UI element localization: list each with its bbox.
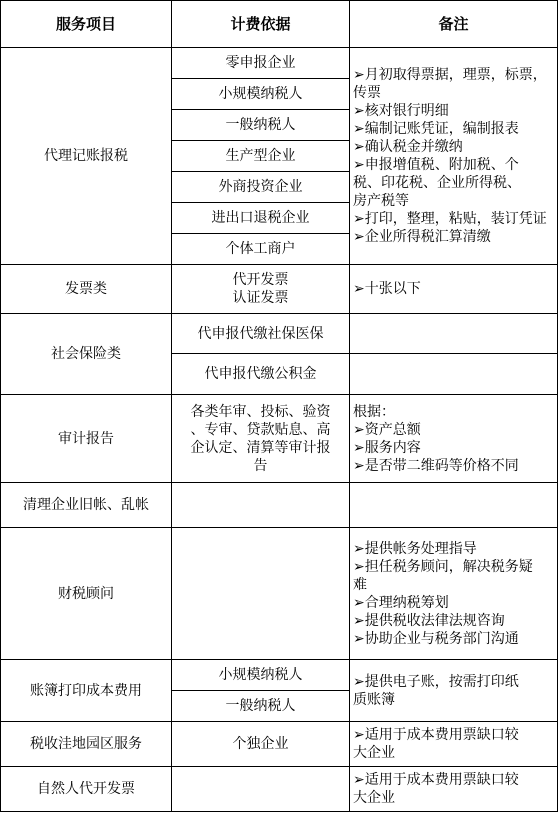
service-cleanup: 清理企业旧帐、乱帐 (1, 483, 172, 528)
remark-line: ➢适用于成本费用票缺口较 (353, 772, 519, 788)
remark-bookkeeping (350, 48, 558, 265)
remark-empty (350, 314, 558, 354)
remark-line: ➢协助企业与税务部门沟通 (353, 630, 519, 647)
basis-line: 企认定、清算等审计报 (190, 439, 331, 456)
basis-cell: 外商投资企业 (172, 172, 350, 203)
remark-natural (350, 767, 558, 812)
basis-cell: 代申报代缴公积金 (172, 354, 350, 395)
basis-empty (172, 483, 350, 528)
remark-line: ➢是否带二维码等价格不同 (353, 457, 519, 474)
remark-line: 难 (353, 576, 367, 593)
header-row (1, 1, 558, 48)
service-park: 税收洼地园区服务 (1, 722, 172, 767)
remark-line: ➢确认税金并缴纳 (353, 139, 463, 155)
remark-line: ➢资产总额 (353, 421, 421, 438)
remark-line: ➢服务内容 (353, 439, 421, 456)
basis-cell: 个独企业 (172, 722, 350, 767)
header-remark: 备注 (350, 1, 558, 48)
basis-empty (172, 528, 350, 660)
service-advisor: 财税顾问 (1, 528, 172, 660)
remark-line: 传票 (353, 85, 381, 101)
basis-line: 告 (253, 457, 268, 474)
remark-empty (350, 483, 558, 528)
remark-line: ➢提供税收法律法规咨询 (353, 612, 505, 629)
service-natural: 自然人代开发票 (1, 767, 172, 812)
remark-line: ➢核对银行明细 (353, 103, 449, 119)
remark-line: ➢担任税务顾问，解决税务疑 (353, 558, 533, 575)
basis-cell: 一般纳税人 (172, 110, 350, 141)
basis-cell (172, 395, 350, 483)
remark-line: 房产税等 (353, 193, 409, 209)
basis-cell (172, 265, 350, 314)
remark-print (350, 660, 558, 722)
basis-cell: 小规模纳税人 (172, 660, 350, 691)
basis-empty (172, 767, 350, 812)
table-row (1, 395, 558, 483)
remark-line: ➢企业所得税汇算清缴 (353, 229, 491, 245)
service-bookkeeping: 代理记账报税 (1, 48, 172, 265)
basis-line: 、专审、贷款贴息、高 (190, 421, 331, 438)
remark-line: 质账簿 (353, 691, 395, 708)
remark-line: 根据： (353, 403, 395, 420)
table-row (1, 660, 558, 691)
table-row (1, 483, 558, 528)
basis-cell: 生产型企业 (172, 141, 350, 172)
basis-cell: 一般纳税人 (172, 691, 350, 722)
basis-cell: 代申报代缴社保医保 (172, 314, 350, 354)
header-service: 服务项目 (1, 1, 172, 48)
service-invoice: 发票类 (1, 265, 172, 314)
remark-line: ➢打印，整理，粘贴，装订凭证 (353, 211, 547, 227)
basis-line: 代开发票 (232, 272, 289, 288)
table-row (1, 48, 558, 79)
service-audit: 审计报告 (1, 395, 172, 483)
service-print: 账簿打印成本费用 (1, 660, 172, 722)
remark-line: 大企业 (353, 790, 395, 806)
remark-line: ➢合理纳税筹划 (353, 594, 449, 611)
remark-park (350, 722, 558, 767)
basis-cell: 个体工商户 (172, 234, 350, 265)
basis-line: 各类年审、投标、验资 (190, 403, 331, 420)
remark-line: 大企业 (353, 745, 395, 761)
remark-line: ➢提供帐务处理指导 (353, 540, 477, 557)
remark-line: ➢月初取得票据，理票，标票， (353, 67, 547, 83)
basis-cell: 进出口退税企业 (172, 203, 350, 234)
remark-advisor (350, 528, 558, 660)
table-row (1, 314, 558, 354)
table-row (1, 722, 558, 767)
table-row (1, 767, 558, 812)
service-social: 社会保险类 (1, 314, 172, 395)
basis-cell: 小规模纳税人 (172, 79, 350, 110)
remark-line: ➢编制记账凭证，编制报表 (353, 121, 519, 137)
basis-line: 认证发票 (232, 290, 289, 306)
remark-audit (350, 395, 558, 483)
remark-line: ➢适用于成本费用票缺口较 (353, 727, 519, 743)
remark-line: 税、印花税、企业所得税、 (353, 175, 521, 191)
header-basis: 计费依据 (172, 1, 350, 48)
remark-empty (350, 354, 558, 395)
table-row (1, 528, 558, 660)
remark-line: ➢申报增值税、附加税、个 (353, 157, 519, 173)
remark-line: ➢提供电子账，按需打印纸 (353, 673, 519, 690)
remark-invoice: ➢十张以下 (350, 265, 558, 314)
table-row (1, 265, 558, 314)
basis-cell: 零申报企业 (172, 48, 350, 79)
